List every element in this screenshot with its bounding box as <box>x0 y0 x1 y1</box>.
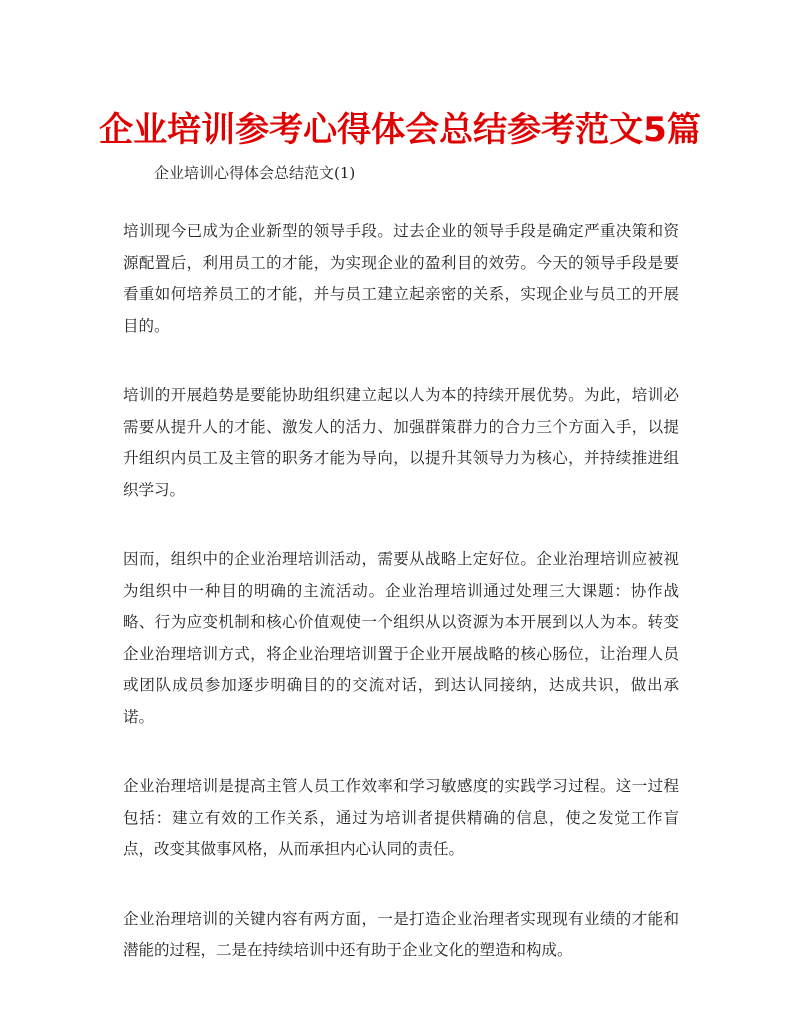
paragraph: 培训的开展趋势是要能协助组织建立起以人为本的持续开展优势。为此，培训必需要从提升人的才能、激发人的活力、加强群策群力的合力三个方面入手，以提升组织内员工及主管的职务才能为导向，以提升其领导力为核心，并持续推进组织学习。 <box>123 386 679 499</box>
paragraph: 企业治理培训是提高主管人员工作效率和学习敏感度的实践学习过程。这一过程包括：建立有效的工作关系，通过为培训者提供精确的信息，使之发觉工作盲点，改变其做事风格，从而承担内心认同的责任。 <box>123 777 679 858</box>
document-title: 企业培训参考心得体会总结参考范文5篇 <box>99 110 701 150</box>
paragraph: 企业治理培训的关键内容有两方面，一是打造企业治理者实现现有业绩的才能和潜能的过程，二是在持续培训中还有助于企业文化的塑造和构成。 <box>123 909 679 959</box>
paragraph: 培训现今已成为企业新型的领导手段。过去企业的领导手段是确定严重决策和资源配置后，利用员工的才能，为实现企业的盈利目的效劳。今天的领导手段是要看重如何培养员工的才能，并与员工建立起亲密的关系，实现企业与员工的开展目的。 <box>123 222 679 335</box>
paragraph: 因而，组织中的企业治理培训活动，需要从战略上定好位。企业治理培训应被视为组织中一种目的明确的主流活动。企业治理培训通过处理三大课题：协作战略、行为应变机制和核心价值观使一个组织从以资源为本开展到以人为本。转变企业治理培训方式，将企业治理培训置于企业开展战略的核心肠位，让治理人员或团队成员参加逐步明确目的的交流对话，到达认同接纳，达成共识，做出承诺。 <box>123 550 679 726</box>
document-subtitle: 企业培训心得体会总结范文(1) <box>154 164 356 182</box>
document-body <box>123 216 679 1005</box>
